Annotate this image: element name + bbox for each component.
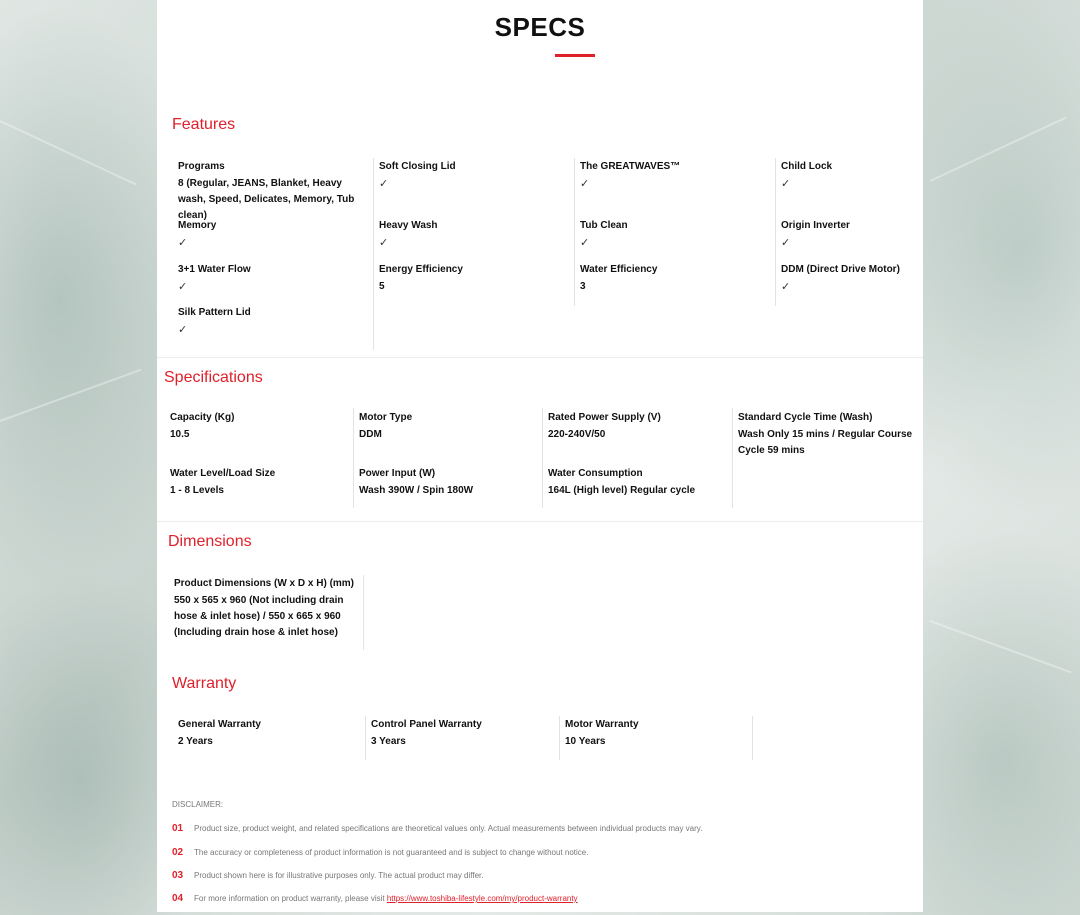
column-divider bbox=[542, 408, 543, 508]
feature-label: The GREATWAVES™ bbox=[580, 161, 681, 172]
check-icon: ✓ bbox=[178, 324, 188, 336]
feature-water-flow bbox=[178, 262, 368, 295]
warranty-label: Control Panel Warranty bbox=[371, 719, 482, 730]
feature-ddm bbox=[781, 262, 921, 295]
disclaimer-number: 01 bbox=[172, 823, 184, 834]
column-divider bbox=[353, 408, 354, 508]
spec-value: Wash Only 15 mins / Regular Course Cycle 59 mins bbox=[738, 429, 913, 456]
warranty-control-panel bbox=[371, 717, 551, 750]
disclaimer-number: 04 bbox=[172, 893, 184, 904]
feature-value: 3 bbox=[580, 281, 586, 292]
specifications-heading: Specifications bbox=[164, 369, 263, 386]
feature-label: Energy Efficiency bbox=[379, 264, 463, 275]
disclaimer-text: Product shown here is for illustrative purposes only. The actual product may differ. bbox=[194, 871, 484, 880]
feature-child-lock bbox=[781, 159, 921, 192]
disclaimer-item bbox=[172, 893, 578, 904]
warranty-heading: Warranty bbox=[172, 675, 237, 692]
disclaimer-text: The accuracy or completeness of product information is not guaranteed and is subject to change without notice. bbox=[194, 848, 589, 857]
disclaimer-item bbox=[172, 847, 588, 858]
spec-rated-power bbox=[548, 410, 728, 443]
column-divider bbox=[732, 408, 733, 508]
feature-programs bbox=[178, 159, 368, 224]
spec-label: Rated Power Supply (V) bbox=[548, 412, 661, 423]
column-divider bbox=[752, 716, 753, 760]
feature-greatwaves bbox=[580, 159, 770, 192]
warranty-label: General Warranty bbox=[178, 719, 261, 730]
column-divider bbox=[559, 716, 560, 760]
spec-water-level bbox=[170, 466, 350, 499]
feature-label: Silk Pattern Lid bbox=[178, 307, 251, 318]
background-decoration bbox=[0, 120, 136, 185]
spec-label: Water Consumption bbox=[548, 468, 643, 479]
feature-origin-inverter bbox=[781, 218, 921, 251]
warranty-value: 3 Years bbox=[371, 736, 406, 747]
disclaimer-number: 03 bbox=[172, 870, 184, 881]
background-decoration bbox=[930, 620, 1072, 673]
warranty-value: 2 Years bbox=[178, 736, 213, 747]
dimension-product bbox=[174, 576, 364, 641]
check-icon: ✓ bbox=[781, 281, 791, 293]
column-divider bbox=[775, 158, 776, 306]
spec-capacity bbox=[170, 410, 350, 443]
disclaimer-text: Product size, product weight, and related specifications are theoretical values only. Actual measurements between individual products may vary. bbox=[194, 824, 703, 833]
specs-panel bbox=[157, 0, 923, 912]
spec-value: 164L (High level) Regular cycle bbox=[548, 485, 696, 496]
feature-label: Memory bbox=[178, 220, 217, 231]
warranty-value: 10 Years bbox=[565, 736, 606, 747]
disclaimer-item bbox=[172, 870, 483, 881]
section-divider bbox=[157, 357, 923, 358]
disclaimer-item bbox=[172, 823, 702, 834]
warranty-link[interactable]: https://www.toshiba-lifestyle.com/my/product-warranty bbox=[386, 894, 578, 903]
spec-label: Capacity (Kg) bbox=[170, 412, 235, 423]
spec-label: Motor Type bbox=[359, 412, 413, 423]
spec-motor-type bbox=[359, 410, 539, 443]
feature-label: Child Lock bbox=[781, 161, 833, 172]
column-divider bbox=[365, 716, 366, 760]
disclaimer-number: 02 bbox=[172, 847, 184, 858]
page-title: SPECS bbox=[494, 12, 586, 42]
feature-value: 5 bbox=[379, 281, 385, 292]
check-icon: ✓ bbox=[379, 178, 389, 190]
feature-label: DDM (Direct Drive Motor) bbox=[781, 264, 900, 275]
title-underline bbox=[555, 54, 595, 57]
feature-water-efficiency bbox=[580, 262, 770, 295]
background-decoration bbox=[930, 117, 1067, 182]
spec-label: Power Input (W) bbox=[359, 468, 436, 479]
dimension-value: 550 x 565 x 960 (Not including drain hose & inlet hose) / 550 x 665 x 960 (Including drain hose & inlet hose) bbox=[174, 595, 344, 638]
spec-value: DDM bbox=[359, 429, 382, 440]
feature-label: Soft Closing Lid bbox=[379, 161, 456, 172]
check-icon: ✓ bbox=[379, 237, 389, 249]
spec-value: 1 - 8 Levels bbox=[170, 485, 224, 496]
feature-memory bbox=[178, 218, 368, 251]
spec-label: Standard Cycle Time (Wash) bbox=[738, 412, 873, 423]
features-heading: Features bbox=[172, 116, 236, 133]
feature-silk-pattern-lid bbox=[178, 305, 368, 338]
disclaimer-title: DISCLAIMER: bbox=[172, 800, 224, 809]
check-icon: ✓ bbox=[178, 237, 188, 249]
spec-value: 220-240V/50 bbox=[548, 429, 606, 440]
spec-value: 10.5 bbox=[170, 429, 190, 440]
check-icon: ✓ bbox=[580, 178, 590, 190]
dimensions-heading: Dimensions bbox=[168, 533, 252, 550]
check-icon: ✓ bbox=[580, 237, 590, 249]
dimension-label: Product Dimensions (W x D x H) (mm) bbox=[174, 578, 355, 589]
feature-energy-efficiency bbox=[379, 262, 569, 295]
column-divider bbox=[373, 158, 374, 350]
check-icon: ✓ bbox=[781, 237, 791, 249]
background-decoration bbox=[0, 369, 141, 422]
spec-label: Water Level/Load Size bbox=[170, 468, 276, 479]
feature-soft-closing-lid bbox=[379, 159, 569, 192]
spec-cycle-time bbox=[738, 410, 918, 459]
feature-label: Water Efficiency bbox=[580, 264, 658, 275]
column-divider bbox=[574, 158, 575, 306]
check-icon: ✓ bbox=[781, 178, 791, 190]
disclaimer-text: For more information on product warranty, please visit bbox=[194, 894, 387, 903]
feature-label: 3+1 Water Flow bbox=[178, 264, 251, 275]
feature-label: Programs bbox=[178, 161, 225, 172]
feature-tub-clean bbox=[580, 218, 770, 251]
spec-power-input bbox=[359, 466, 539, 499]
feature-label: Heavy Wash bbox=[379, 220, 438, 231]
section-divider bbox=[157, 521, 923, 522]
feature-label: Tub Clean bbox=[580, 220, 628, 231]
feature-heavy-wash bbox=[379, 218, 569, 251]
spec-value: Wash 390W / Spin 180W bbox=[359, 485, 474, 496]
spec-water-consumption bbox=[548, 466, 728, 499]
warranty-motor bbox=[565, 717, 745, 750]
warranty-label: Motor Warranty bbox=[565, 719, 639, 730]
feature-value: 8 (Regular, JEANS, Blanket, Heavy wash, Speed, Delicates, Memory, Tub clean) bbox=[178, 178, 355, 221]
feature-label: Origin Inverter bbox=[781, 220, 850, 231]
warranty-general bbox=[178, 717, 358, 750]
check-icon: ✓ bbox=[178, 281, 188, 293]
